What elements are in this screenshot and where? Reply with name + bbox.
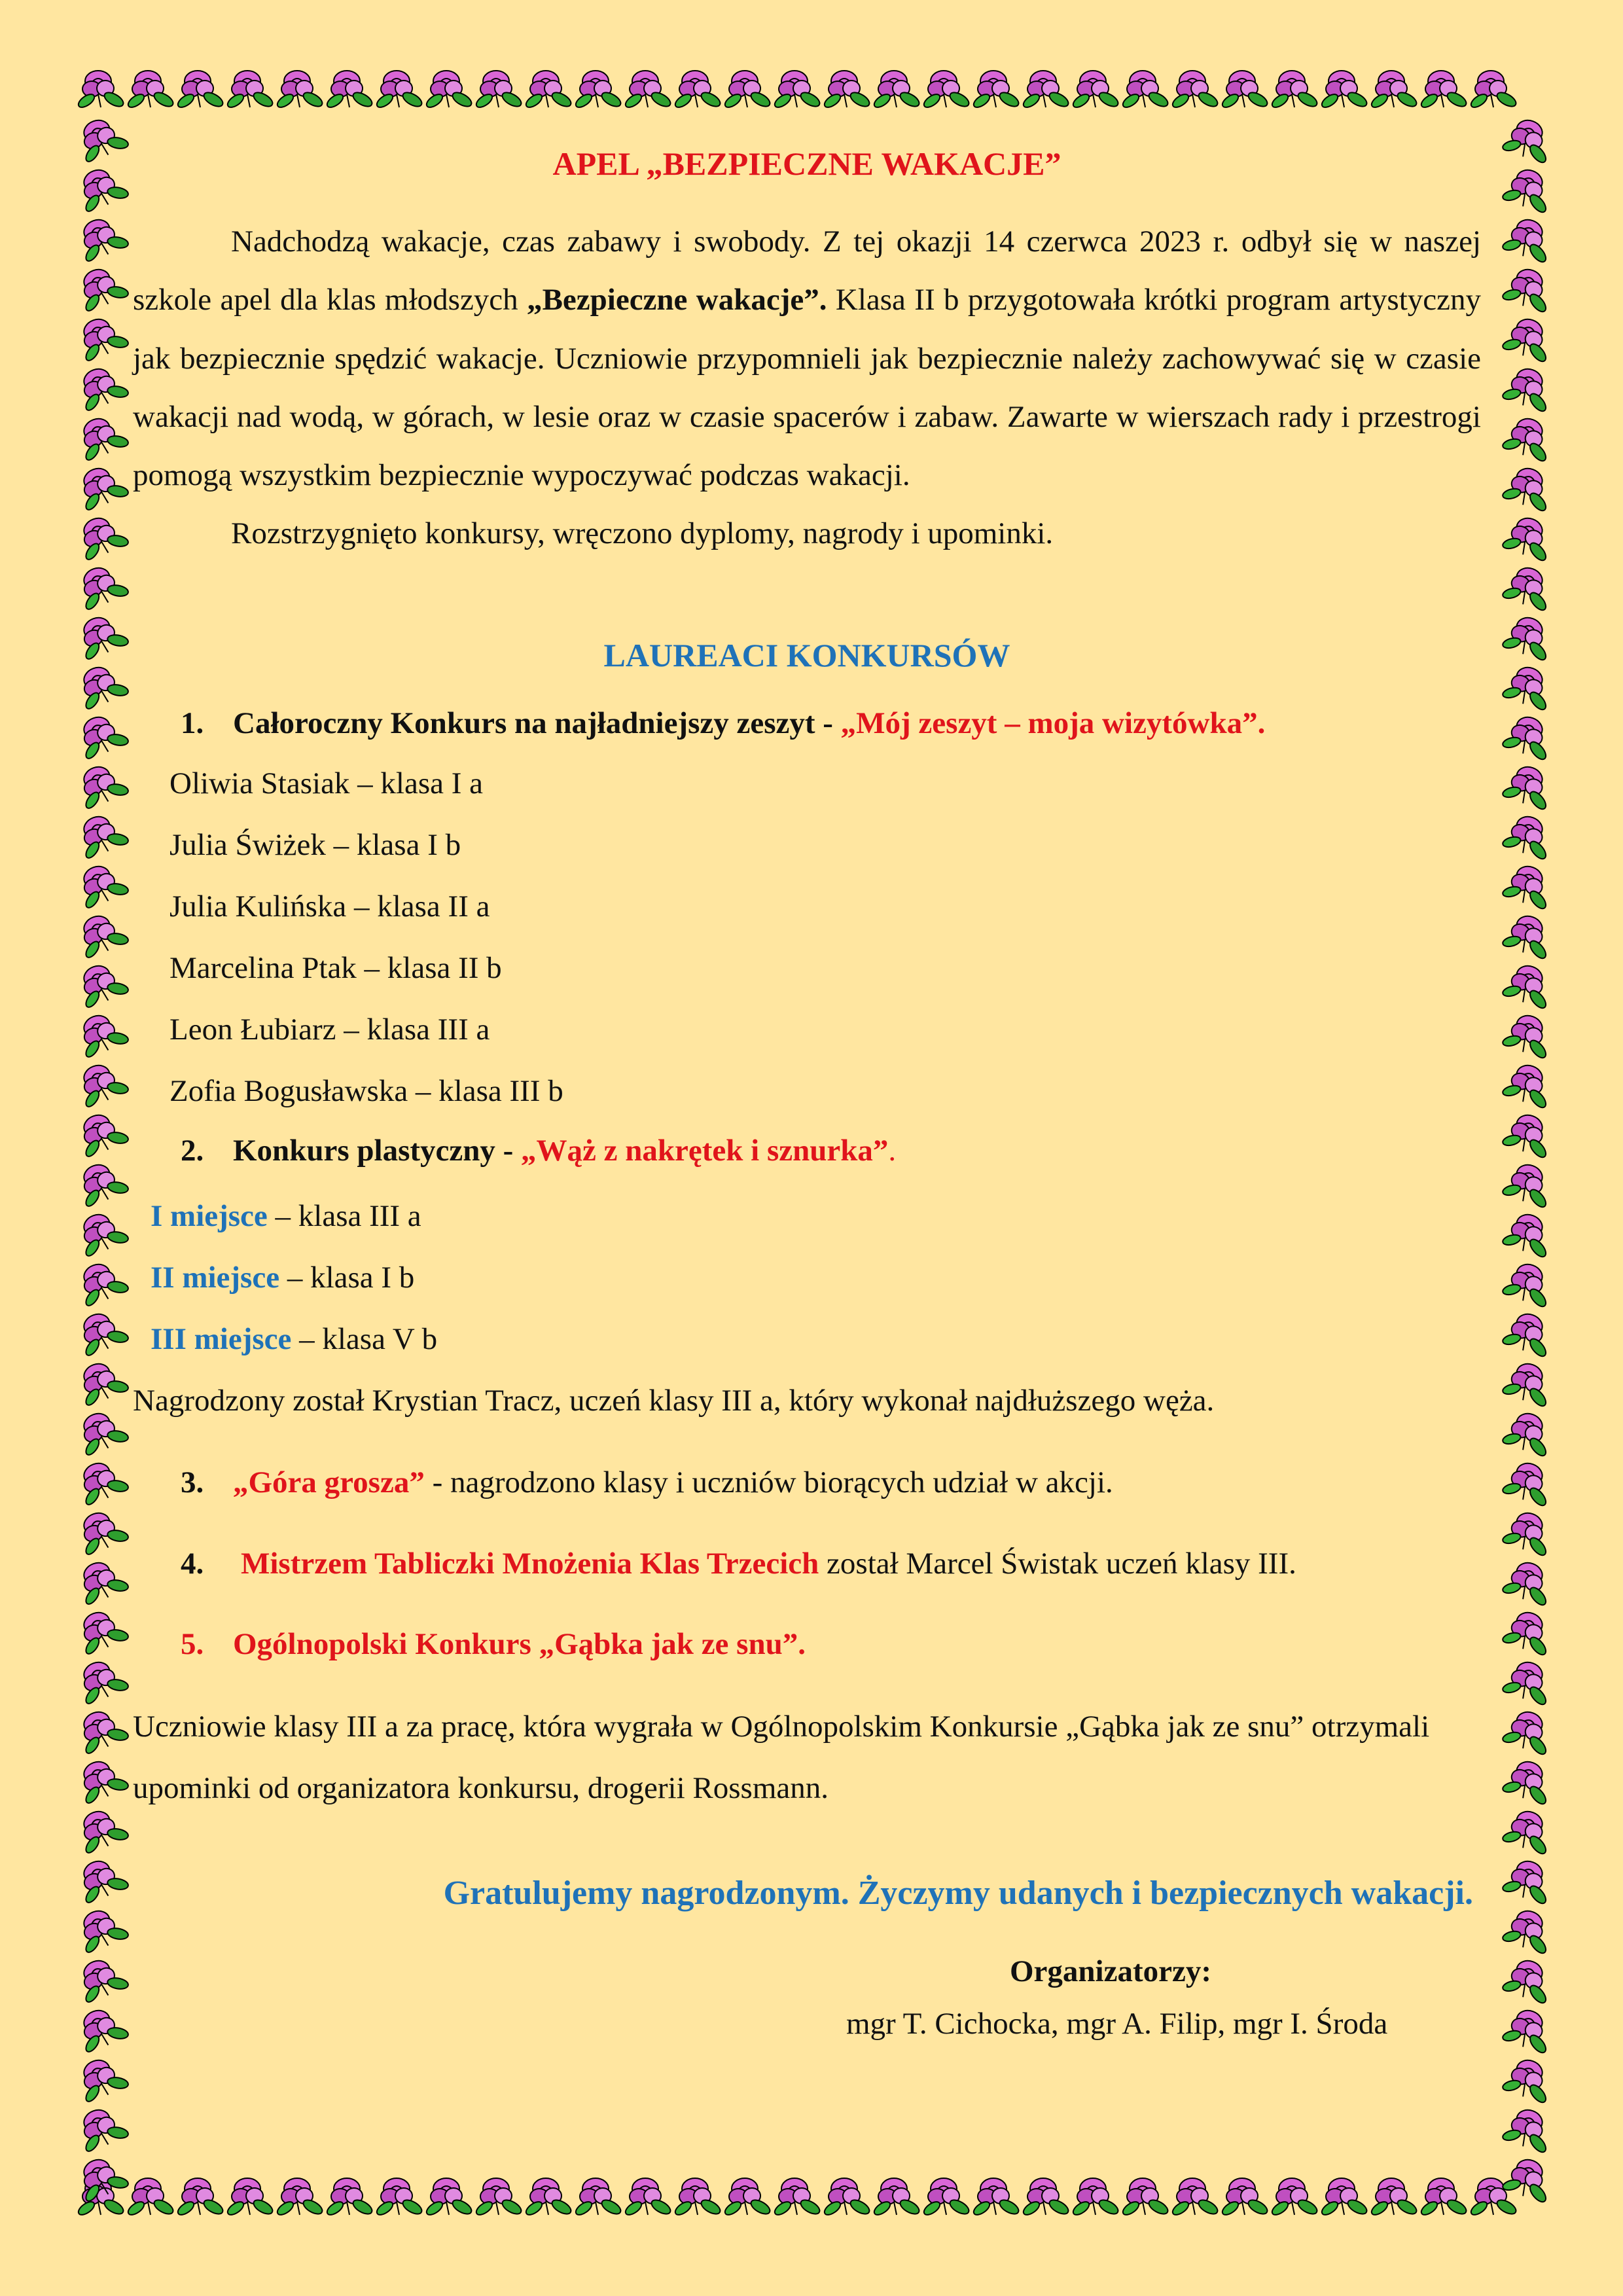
closing-wishes: Gratulujemy nagrodzonym. Życzymy udanych i bezpiecznych wakacji. [443,1874,1473,1912]
flower-icon [73,1007,132,1061]
flower-icon [73,858,132,912]
place-row [133,1308,1481,1370]
contest-5-name: Ogólnopolski Konkurs „Gąbka jak ze snu”. [233,1626,806,1661]
intro-event-name: „Bezpieczne wakacje”. [527,283,827,317]
flower-icon [73,1604,132,1658]
flower-icon [1499,1954,1559,2008]
flower-icon [1499,1357,1559,1411]
flower-icon [1499,512,1559,565]
flower-icon [1499,164,1559,217]
flower-icon [176,2178,225,2217]
flower-icon [1499,412,1559,466]
list-item: Julia Świżek – klasa I b [169,828,461,863]
flower-icon [524,2178,573,2217]
flower-icon [73,261,132,315]
flower-icon [276,71,325,110]
flower-icon [1499,263,1559,317]
flower-icon [73,1206,132,1260]
flower-icon [1370,71,1419,110]
flower-icon [73,2151,132,2205]
flower-icon [1320,2178,1369,2217]
flower-icon [1499,1258,1559,1312]
flower-icon [73,1455,132,1509]
flower-icon [1171,2178,1220,2217]
contest-2-heading [133,1122,1481,1180]
flower-icon [1499,562,1559,615]
flower-icon [1221,2178,1270,2217]
flower-icon [574,71,623,110]
flower-icon [73,1554,132,1608]
contest-3-heading [133,1454,1481,1512]
flower-icon [126,2178,175,2217]
flower-icon [73,2052,132,2106]
flower-icon [126,71,175,110]
flower-icon [1499,960,1559,1013]
flower-icon [73,1903,132,1956]
flower-icon [1499,1755,1559,1809]
flower-icon [1499,910,1559,963]
place-row [133,1185,1481,1247]
flower-icon [1419,2178,1469,2217]
place-label: II miejsce [151,1261,280,1295]
document-body [133,144,1481,2047]
flower-icon [723,71,772,110]
flower-icon [1499,1805,1559,1859]
flower-icon [1121,2178,1170,2217]
flower-icon [1499,1208,1559,1262]
flower-icon [1499,1009,1559,1063]
contest-3-text: - nagrodzono klasy i uczniów biorących udział w akcji. [424,1465,1113,1500]
flower-icon [1320,71,1369,110]
flower-icon [73,808,132,862]
list-item: Oliwia Stasiak – klasa I a [169,766,484,801]
flower-icon [1499,363,1559,416]
contest-5-number: 5. [181,1626,204,1661]
page-title: APEL „BEZPIECZNE WAKACJE” [552,145,1061,182]
flower-icon [425,71,474,110]
flower-icon [1370,2178,1419,2217]
place-label: III miejsce [151,1322,292,1357]
intro-text-b: Klasa II b przygotowała krótki program artystyczny jak bezpiecznie spędzić wakacje. Uczniowie przypomnieli jak bezpiecznie należy zachowywać się w czasie wakacji nad wodą, w górach, w lesie oraz w czasie spacerów i zabaw. Zawarte w wierszach rady i przestrogi pomogą wszystkim bezpiecznie wypoczywać podczas wakacji. [133,283,1481,493]
flower-icon [1499,213,1559,267]
flower-icon [673,2178,722,2217]
flower-icon [1499,462,1559,516]
flower-icon [1499,1556,1559,1610]
flower-icon [1499,1308,1559,1361]
flower-icon [73,460,132,514]
flower-icon [77,71,126,110]
flower-icon [73,958,132,1011]
flower-icon [226,71,275,110]
contest-3-number: 3. [181,1465,204,1500]
flower-icon [1499,1855,1559,1909]
flower-icon [73,709,132,762]
flower-icon [1499,1606,1559,1660]
flower-icon [872,2178,921,2217]
flower-icon [773,71,822,110]
flower-icon [1499,761,1559,814]
flower-icon [1499,2054,1559,2108]
flower-icon [73,361,132,414]
flower-icon [1499,2153,1559,2207]
flower-icon [73,1355,132,1409]
flower-icon [73,1157,132,1210]
flower-icon [1499,1905,1559,1958]
flower-icon [1121,71,1170,110]
flower-icon [1071,71,1120,110]
contest-2-label: Konkurs plastyczny - [233,1134,522,1168]
contest-1-heading [133,694,1481,753]
flower-icon [73,1753,132,1807]
flower-icon [1499,1407,1559,1461]
contest-2-dot: . [888,1134,897,1168]
flower-icon [1499,313,1559,367]
flower-icon [1270,2178,1319,2217]
place-label: I miejsce [151,1199,268,1234]
flower-icon [474,2178,524,2217]
contest-1-number: 1. [181,706,204,740]
contest-1-label: Całoroczny Konkurs na najładniejszy zeszyt - [233,706,841,740]
flower-icon [1499,1457,1559,1511]
contest-4-name: Mistrzem Tabliczki Mnożenia Klas Trzecich [241,1546,819,1581]
contest-1-winners [133,753,1481,1122]
flower-icon [73,211,132,265]
contest-2-places [133,1185,1481,1370]
flower-icon [73,1803,132,1857]
section-subtitle: LAUREACI KONKURSÓW [603,636,1010,673]
flower-icon [1499,1059,1559,1113]
flower-icon [325,2178,374,2217]
flower-icon [1022,2178,1071,2217]
contest-2-name: „Wąż z nakrętek i sznurka” [521,1134,889,1168]
flower-icon [73,410,132,464]
flower-icon [73,1306,132,1359]
flower-icon [1071,2178,1120,2217]
flower-icon [1499,2004,1559,2058]
flower-icon [73,1405,132,1459]
intro-paragraph-2: Rozstrzygnięto konkursy, wręczono dyplomy, nagrody i upominki. [231,516,1054,551]
flower-icon [972,71,1021,110]
flower-icon [474,71,524,110]
flower-icon [73,2102,132,2155]
flower-icon [1499,860,1559,914]
flower-icon [425,2178,474,2217]
flower-icon [972,2178,1021,2217]
flower-icon [624,71,673,110]
flower-icon [1270,71,1319,110]
flower-icon [73,1505,132,1558]
contest-1-name: „Mój zeszyt – moja wizytówka”. [840,706,1266,740]
contest-5-heading [133,1615,1481,1674]
flower-icon [1469,2178,1518,2217]
flower-icon [73,1853,132,1907]
place-class: – klasa V b [291,1322,438,1357]
flower-icon [325,71,374,110]
flower-icon [73,162,132,215]
flower-icon [922,2178,971,2217]
flower-icon [73,759,132,812]
flower-icon [1499,1706,1559,1759]
flower-icon [375,71,424,110]
flower-icon [73,659,132,713]
flower-icon [773,2178,822,2217]
flower-icon [375,2178,424,2217]
flower-icon [574,2178,623,2217]
flower-icon [1419,71,1469,110]
flower-icon [73,311,132,365]
organizers-label: Organizatorzy: [1010,1954,1212,1988]
flower-icon [823,2178,872,2217]
flower-icon [1469,71,1518,110]
flower-icon [73,1057,132,1111]
contest-5-note: Uczniowie klasy III a za pracę, która wygrała w Ogólnopolskim Konkursie „Gąbka jak ze snu” otrzymali upominki od organizatora konkursu, drogerii Rossmann. [133,1710,1430,1806]
flower-icon [73,560,132,613]
flower-icon [73,1256,132,1310]
flower-icon [73,1952,132,2006]
contest-2-number: 2. [181,1134,204,1168]
flower-icon [1499,810,1559,864]
flower-icon [1499,1158,1559,1212]
list-item: Leon Łubiarz – klasa III a [169,1013,490,1047]
flower-icon [1499,611,1559,665]
flower-icon [922,71,971,110]
place-class: – klasa I b [279,1261,415,1295]
flower-icon [176,71,225,110]
flower-icon [823,71,872,110]
flower-icon [77,2178,126,2217]
flower-icon [723,2178,772,2217]
flower-icon [73,1107,132,1160]
flower-icon [226,2178,275,2217]
flower-icon [73,1654,132,1708]
list-item: Marcelina Ptak – klasa II b [169,951,502,986]
contest-3-name: „Góra grosza” [233,1465,425,1500]
flower-icon [73,908,132,961]
contest-4-number: 4. [181,1546,204,1581]
flower-icon [1022,71,1071,110]
flower-icon [73,2002,132,2056]
intro-paragraph [133,213,1481,505]
intro-text-a: Nadchodzą wakacje, czas zabawy i swobody. Z tej okazji 14 czerwca 2023 r. odbył się w naszej szkole apel dla klas młodszych [133,224,1481,317]
place-row [133,1247,1481,1308]
place-class: – klasa III a [267,1199,421,1234]
organizers-names: mgr T. Cichocka, mgr A. Filip, mgr I. Środa [846,2007,1388,2041]
flower-icon [872,71,921,110]
list-item: Julia Kulińska – klasa II a [169,889,490,924]
flower-icon [624,2178,673,2217]
contest-4-heading [133,1535,1481,1593]
flower-icon [673,71,722,110]
flower-icon [73,609,132,663]
contest-2-note: Nagrodzony został Krystian Tracz, uczeń klasy III a, który wykonał najdłuższego węża. [133,1384,1215,1418]
flower-icon [1499,2104,1559,2157]
flower-icon [1499,114,1559,168]
flower-icon [524,71,573,110]
flower-icon [1221,71,1270,110]
flower-icon [1499,1656,1559,1710]
flower-icon [1499,711,1559,764]
flower-icon [73,1704,132,1757]
flower-icon [73,112,132,166]
flower-icon [1499,1507,1559,1560]
list-item: Zofia Bogusławska – klasa III b [169,1074,563,1109]
flower-icon [1171,71,1220,110]
flower-icon [73,510,132,564]
contest-4-text: został Marcel Świstak uczeń klasy III. [819,1546,1296,1581]
flower-icon [276,2178,325,2217]
flower-icon [1499,1109,1559,1162]
flower-icon [1499,661,1559,715]
